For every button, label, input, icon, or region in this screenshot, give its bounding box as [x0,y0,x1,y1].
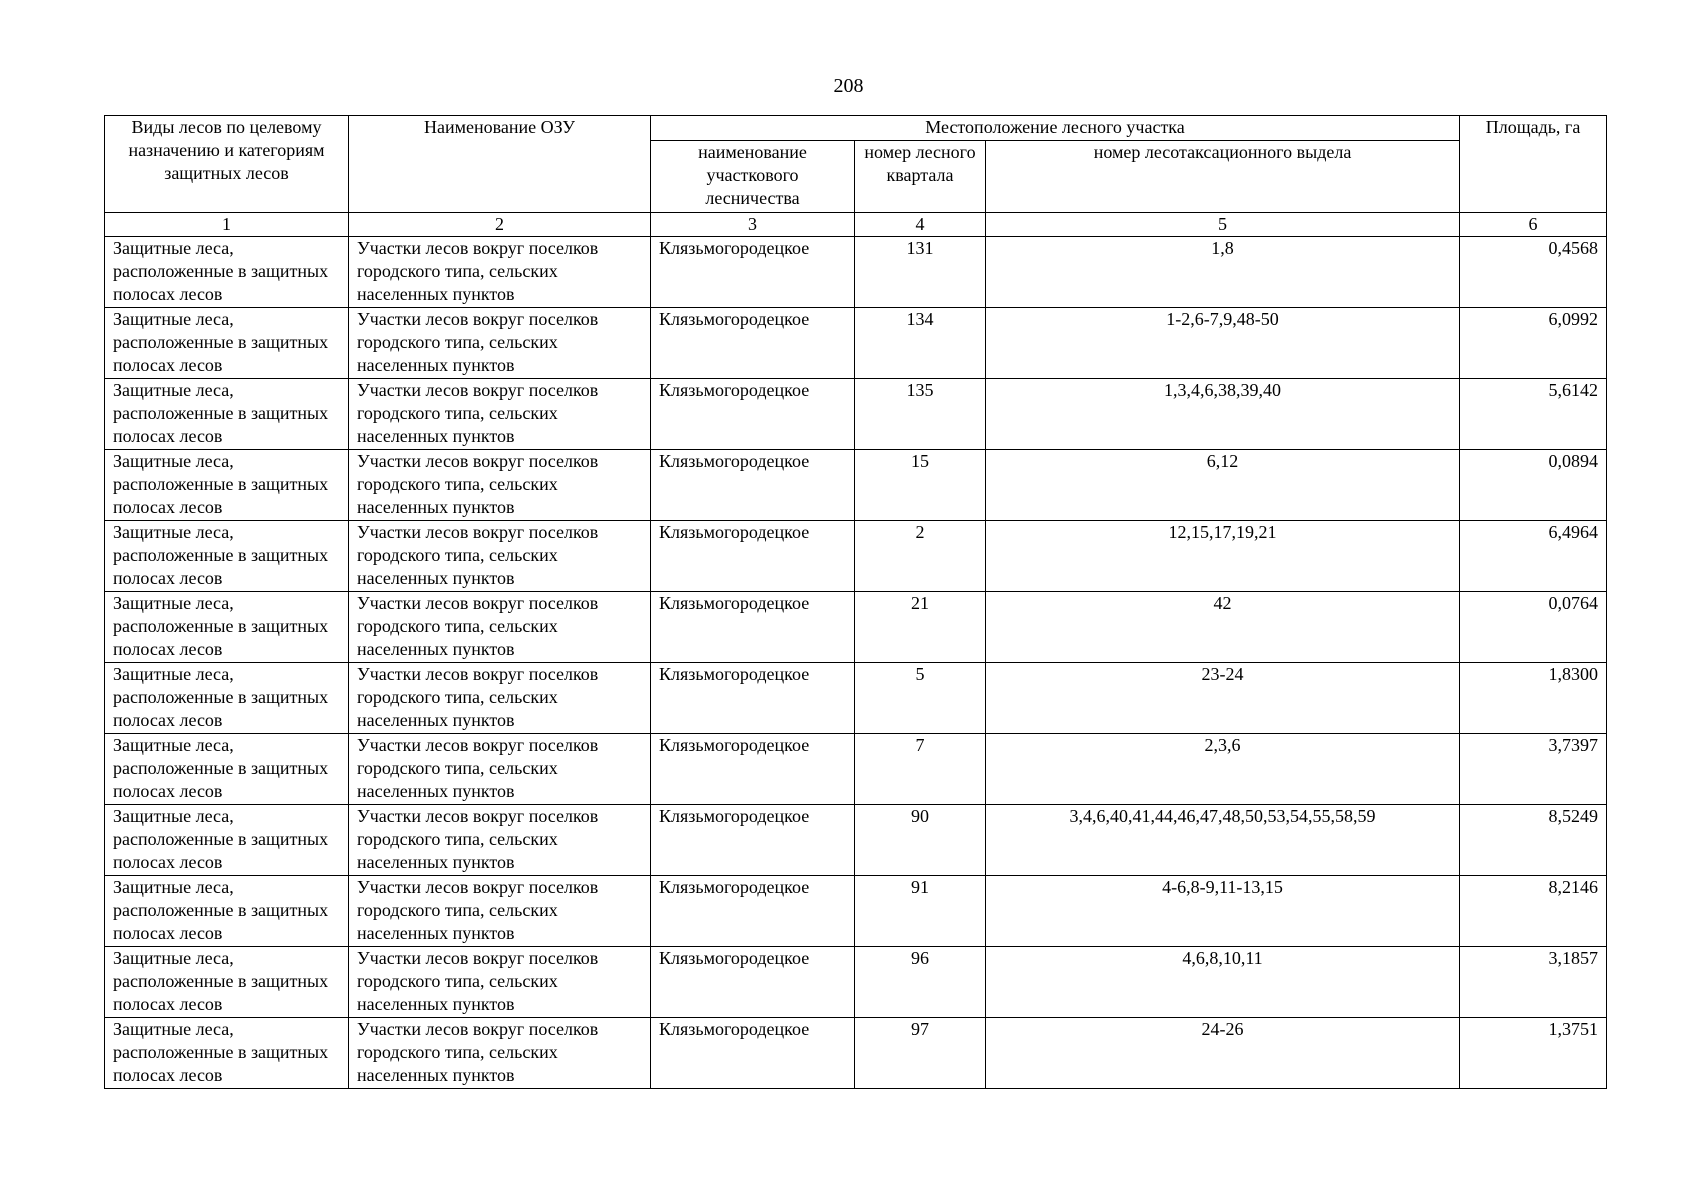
cell-forestry-name: Клязьмогородецкое [651,592,855,663]
column-number: 6 [1460,213,1607,237]
cell-plot-numbers: 4,6,8,10,11 [986,947,1460,1018]
cell-quarter-number: 21 [855,592,986,663]
header-plot-number: номер лесотаксационного выдела [986,141,1460,213]
header-area: Площадь, га [1460,116,1607,213]
cell-area: 3,7397 [1460,734,1607,805]
cell-forest-type: Защитные леса, расположенные в защитных полосах лесов [105,734,349,805]
table-row [105,876,1607,947]
cell-quarter-number: 91 [855,876,986,947]
cell-quarter-number: 5 [855,663,986,734]
cell-forestry-name: Клязьмогородецкое [651,734,855,805]
cell-forestry-name: Клязьмогородецкое [651,663,855,734]
cell-area: 8,2146 [1460,876,1607,947]
cell-forest-type: Защитные леса, расположенные в защитных полосах лесов [105,521,349,592]
cell-area: 3,1857 [1460,947,1607,1018]
cell-area: 6,4964 [1460,521,1607,592]
cell-ozu-name: Участки лесов вокруг поселков городского типа, сельских населенных пунктов [349,237,651,308]
cell-forestry-name: Клязьмогородецкое [651,379,855,450]
cell-plot-numbers: 12,15,17,19,21 [986,521,1460,592]
cell-forest-type: Защитные леса, расположенные в защитных полосах лесов [105,1018,349,1089]
cell-forest-type: Защитные леса, расположенные в защитных полосах лесов [105,876,349,947]
cell-quarter-number: 96 [855,947,986,1018]
cell-quarter-number: 131 [855,237,986,308]
cell-forestry-name: Клязьмогородецкое [651,947,855,1018]
table-row [105,237,1607,308]
cell-quarter-number: 135 [855,379,986,450]
cell-forestry-name: Клязьмогородецкое [651,1018,855,1089]
cell-quarter-number: 15 [855,450,986,521]
cell-quarter-number: 97 [855,1018,986,1089]
cell-ozu-name: Участки лесов вокруг поселков городского типа, сельских населенных пунктов [349,450,651,521]
cell-area: 6,0992 [1460,308,1607,379]
cell-ozu-name: Участки лесов вокруг поселков городского типа, сельских населенных пунктов [349,521,651,592]
cell-plot-numbers: 1,8 [986,237,1460,308]
cell-forest-type: Защитные леса, расположенные в защитных полосах лесов [105,237,349,308]
cell-area: 5,6142 [1460,379,1607,450]
cell-ozu-name: Участки лесов вокруг поселков городского типа, сельских населенных пунктов [349,592,651,663]
table-row [105,521,1607,592]
cell-plot-numbers: 2,3,6 [986,734,1460,805]
header-forestry-name: наименование участкового лесничества [651,141,855,213]
cell-ozu-name: Участки лесов вокруг поселков городского типа, сельских населенных пунктов [349,663,651,734]
cell-ozu-name: Участки лесов вокруг поселков городского типа, сельских населенных пунктов [349,379,651,450]
cell-quarter-number: 7 [855,734,986,805]
cell-forestry-name: Клязьмогородецкое [651,521,855,592]
header-ozu-name: Наименование ОЗУ [349,116,651,213]
cell-quarter-number: 90 [855,805,986,876]
column-numbers-row [105,213,1607,237]
header-location-group: Местоположение лесного участка [651,116,1460,141]
cell-ozu-name: Участки лесов вокруг поселков городского типа, сельских населенных пунктов [349,947,651,1018]
cell-forest-type: Защитные леса, расположенные в защитных полосах лесов [105,450,349,521]
cell-plot-numbers: 23-24 [986,663,1460,734]
cell-forest-type: Защитные леса, расположенные в защитных полосах лесов [105,379,349,450]
header-forest-type: Виды лесов по целевому назначению и категориям защитных лесов [105,116,349,213]
table-row [105,947,1607,1018]
cell-plot-numbers: 42 [986,592,1460,663]
table-header [105,116,1607,237]
table-row [105,805,1607,876]
cell-area: 1,8300 [1460,663,1607,734]
cell-forest-type: Защитные леса, расположенные в защитных полосах лесов [105,592,349,663]
cell-forest-type: Защитные леса, расположенные в защитных полосах лесов [105,805,349,876]
cell-area: 0,0764 [1460,592,1607,663]
column-number: 5 [986,213,1460,237]
page-number: 208 [833,75,864,97]
cell-ozu-name: Участки лесов вокруг поселков городского типа, сельских населенных пунктов [349,308,651,379]
column-number: 1 [105,213,349,237]
cell-forestry-name: Клязьмогородецкое [651,237,855,308]
table-row [105,734,1607,805]
cell-plot-numbers: 6,12 [986,450,1460,521]
table-row [105,663,1607,734]
cell-ozu-name: Участки лесов вокруг поселков городского типа, сельских населенных пунктов [349,876,651,947]
column-number: 2 [349,213,651,237]
cell-forestry-name: Клязьмогородецкое [651,805,855,876]
cell-quarter-number: 134 [855,308,986,379]
cell-ozu-name: Участки лесов вокруг поселков городского типа, сельских населенных пунктов [349,734,651,805]
cell-plot-numbers: 1-2,6-7,9,48-50 [986,308,1460,379]
table-row [105,379,1607,450]
cell-area: 8,5249 [1460,805,1607,876]
cell-forestry-name: Клязьмогородецкое [651,450,855,521]
cell-plot-numbers: 4-6,8-9,11-13,15 [986,876,1460,947]
table-row [105,450,1607,521]
forest-plots-table [104,115,1607,1089]
table-row [105,1018,1607,1089]
cell-area: 0,0894 [1460,450,1607,521]
column-number: 4 [855,213,986,237]
cell-plot-numbers: 3,4,6,40,41,44,46,47,48,50,53,54,55,58,59 [986,805,1460,876]
cell-forestry-name: Клязьмогородецкое [651,876,855,947]
cell-area: 1,3751 [1460,1018,1607,1089]
table-row [105,592,1607,663]
table-body [105,237,1607,1089]
cell-forest-type: Защитные леса, расположенные в защитных полосах лесов [105,663,349,734]
cell-ozu-name: Участки лесов вокруг поселков городского типа, сельских населенных пунктов [349,1018,651,1089]
cell-forest-type: Защитные леса, расположенные в защитных полосах лесов [105,947,349,1018]
cell-area: 0,4568 [1460,237,1607,308]
cell-ozu-name: Участки лесов вокруг поселков городского типа, сельских населенных пунктов [349,805,651,876]
cell-quarter-number: 2 [855,521,986,592]
table-row [105,308,1607,379]
cell-plot-numbers: 1,3,4,6,38,39,40 [986,379,1460,450]
cell-plot-numbers: 24-26 [986,1018,1460,1089]
cell-forest-type: Защитные леса, расположенные в защитных полосах лесов [105,308,349,379]
header-quarter-number: номер лесного квартала [855,141,986,213]
cell-forestry-name: Клязьмогородецкое [651,308,855,379]
column-number: 3 [651,213,855,237]
